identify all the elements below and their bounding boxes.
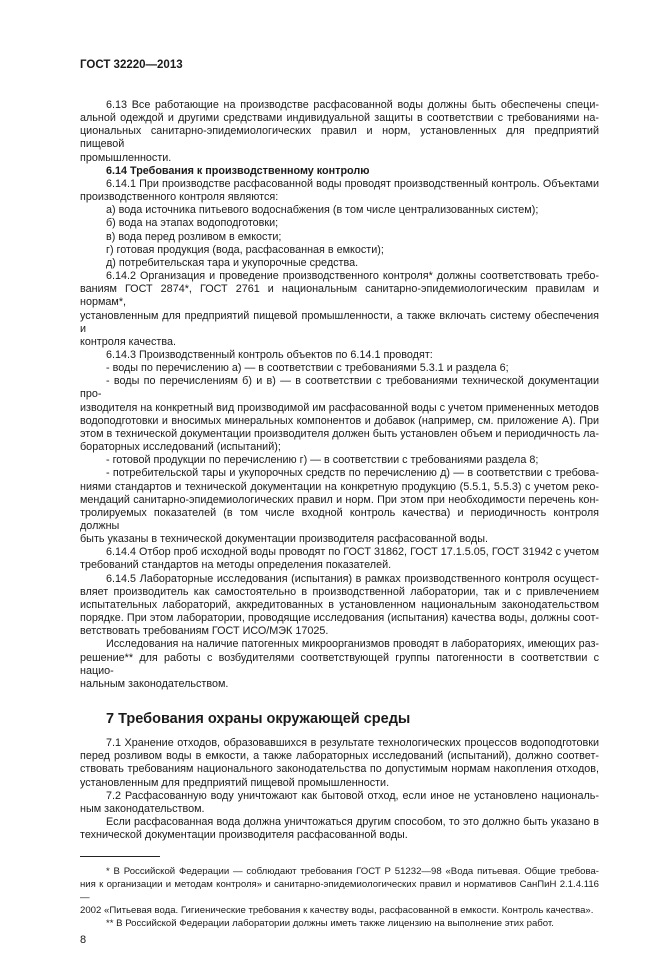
text-line: изводителя на конкретный вид производимой им расфасованной воды с учетом примененных методов xyxy=(80,401,599,414)
paragraph xyxy=(80,244,599,257)
text-line: установленным для предприятий пищевой промышленности, а также включать систему обеспечения и xyxy=(80,309,599,335)
section-7-body xyxy=(80,737,599,842)
text-line: 6.13 Все работающие на производстве расфасованной воды должны быть обеспечены специ- xyxy=(106,99,599,111)
text-line: тролируемых показателей (в том числе входной контроль качества) и периодичность контроля должны xyxy=(80,506,599,532)
subsection-heading xyxy=(80,165,599,178)
footnote-divider xyxy=(80,856,160,857)
text-line: - потребительской тары и укупорочных средств по перечислению д) — в соответствии с требова- xyxy=(106,467,599,480)
text-line: 7.1 Хранение отходов, образовавшихся в результате технологических процессов водоподготовки xyxy=(106,737,599,750)
text-line: требований стандартов на методы определения показателей. xyxy=(80,559,392,572)
page-number: 8 xyxy=(80,934,87,947)
footnotes xyxy=(80,865,599,930)
section-7 xyxy=(80,711,599,842)
text-line: - готовой продукции по перечислению г) — в соответствии с требованиями раздела 8; xyxy=(106,454,539,467)
text-line: в) вода перед розливом в емкости; xyxy=(106,230,282,243)
text-line: промышленности. xyxy=(80,151,172,164)
paragraph xyxy=(80,375,599,454)
paragraph xyxy=(80,362,599,375)
text-line: циональных санитарно-эпидемиологических правил и норм, установленных для предприятий пищевой xyxy=(80,125,599,151)
paragraph xyxy=(80,467,599,546)
text-line: ным законодательством. xyxy=(80,802,205,815)
paragraph xyxy=(80,454,599,467)
text-line: решение** для работы с возбудителями соответствующей группы патогенности в соответствии с нацио- xyxy=(80,651,599,677)
text-line: быть указаны в технической документации производителя расфасованной воды. xyxy=(80,533,488,546)
text-line: 6.14.2 Организация и проведение производственного контроля* должны соответствовать требо- xyxy=(106,270,599,283)
section-6-body xyxy=(80,99,599,691)
document-header: ГОСТ 32220—2013 xyxy=(80,59,183,71)
paragraph xyxy=(80,865,599,917)
text-line: 6.14.5 Лабораторные исследования (испытания) в рамках производственного контроля осущест- xyxy=(106,572,599,585)
text-line: б) вода на этапах водоподготовки; xyxy=(106,217,279,230)
text-line: технической документации производителя расфасованной воды. xyxy=(80,829,408,842)
section-7-heading: 7 Требования охраны окружающей среды xyxy=(106,711,411,728)
paragraph xyxy=(80,349,599,362)
paragraph xyxy=(80,638,599,691)
text-line: - воды по перечислениям б) и в) — в соответствии с требованиями технической документации про- xyxy=(80,375,599,401)
text-line: установленным для предприятий пищевой промышленности. xyxy=(80,776,390,789)
text-line: Если расфасованная вода должна уничтожаться другим способом, то это должно быть указано в xyxy=(106,815,599,828)
text-line: 2002 «Питьевая вода. Гигиенические требования к качеству воды, расфасованной в емкости. Контроль качества». xyxy=(80,905,594,917)
text-line: ваниям ГОСТ 2874*, ГОСТ 2761 и национальным санитарно-эпидемиологическим правилам и нормам*, xyxy=(80,283,599,309)
paragraph xyxy=(80,737,599,790)
text-line: д) потребительская тара и укупорочные средства. xyxy=(106,256,359,269)
text-line: ствовать требованиям национального законодательства по допустимым нормам накопления отходов, xyxy=(80,763,599,776)
paragraph xyxy=(80,231,599,244)
text-line: 6.14 Требования к производственному контролю xyxy=(106,164,370,177)
paragraph xyxy=(80,917,599,930)
text-line: 6.14.3 Производственный контроль объектов по 6.14.1 проводят: xyxy=(106,348,433,361)
text-line: Исследования на наличие патогенных микроорганизмов проводят в лабораториях, имеющих раз- xyxy=(106,638,599,651)
text-line: вляет производитель как самостоятельно в производственной лаборатории, так и с привлечением xyxy=(80,585,599,598)
paragraph xyxy=(80,99,599,165)
text-line: производственного контроля являются: xyxy=(80,191,279,204)
text-line: 7.2 Расфасованную воду уничтожают как бытовой отход, если иное не установлено националь- xyxy=(106,789,599,802)
text-line: г) готовая продукция (вода, расфасованная в емкости); xyxy=(106,243,384,256)
text-line: 6.14.1 При производстве расфасованной воды проводят производственный контроль. Объектами xyxy=(106,177,599,190)
paragraph xyxy=(80,790,599,816)
paragraph xyxy=(80,816,599,842)
text-line: ветствовать требованиям ГОСТ ИСО/МЭК 17025. xyxy=(80,625,329,638)
text-line: мендаций санитарно-эпидемиологических правил и норм. При этом при необходимости перечень кон- xyxy=(80,493,599,506)
paragraph xyxy=(80,204,599,217)
text-line: * В Российской Федерации — соблюдают требования ГОСТ Р 51232—98 «Вода питьевая. Общие требова- xyxy=(106,866,599,878)
paragraph xyxy=(80,257,599,270)
text-line: а) вода источника питьевого водоснабжения (в том числе централизованных систем); xyxy=(106,204,539,217)
text-line: ния к организации и методам контроля» и санитарно-эпидемиологических правил и нормативов СанПиН 2.1.4.116— xyxy=(80,879,599,904)
text-line: ** В Российской Федерации лаборатории должны иметь также лицензию на выполнение этих работ. xyxy=(106,918,554,930)
text-line: 6.14.4 Отбор проб исходной воды проводят по ГОСТ 31862, ГОСТ 17.1.5.05, ГОСТ 31942 с учетом xyxy=(106,546,599,559)
paragraph xyxy=(80,546,599,572)
text-line: бораторных исследований (испытаний); xyxy=(80,441,281,454)
text-line: ниями стандартов и технической документации на конкретную продукцию (5.5.1, 5.5.3) с учетом реко- xyxy=(80,480,599,493)
text-line: контроля качества. xyxy=(80,335,176,348)
text-line: водоподготовки и вносимых минеральных компонентов и добавок (например, см. приложение А). При xyxy=(80,414,599,427)
text-line: этом в технической документации производителя должен быть установлен объем и периодичность ла- xyxy=(80,427,599,440)
text-line: - воды по перечислению а) — в соответствии с требованиями 5.3.1 и раздела 6; xyxy=(106,362,509,375)
paragraph xyxy=(80,270,599,349)
text-line: нальным законодательством. xyxy=(80,677,229,690)
text-line: альной одеждой и другими средствами индивидуальной защиты в соответствии с требованиями на- xyxy=(80,112,599,125)
text-line: испытательных лабораторий, аккредитованных в установленном национальным законодательством xyxy=(80,598,599,611)
paragraph xyxy=(80,573,599,639)
paragraph xyxy=(80,217,599,230)
paragraph xyxy=(80,178,599,204)
text-line: перед розливом воды в емкости, а также лабораторных исследований (испытаний), должно соответ- xyxy=(80,750,599,763)
text-line: порядке. При этом лаборатории, проводящие исследования (испытания) качества воды, должны соот- xyxy=(80,612,599,625)
